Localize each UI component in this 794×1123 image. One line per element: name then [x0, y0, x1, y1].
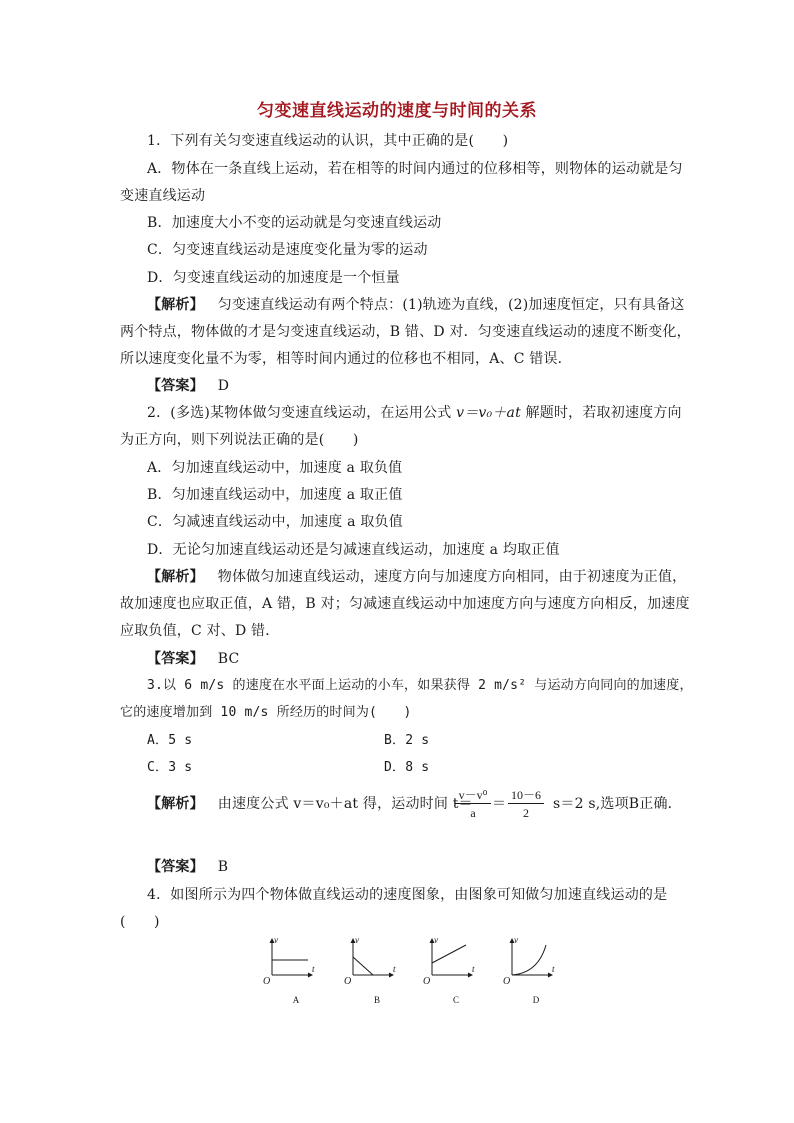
q1-option-c: C．匀变速直线运动是速度变化量为零的运动 — [147, 242, 428, 258]
q1-analysis-line2: 两个特点，物体做的才是匀变速直线运动，B 错、D 对．匀变速直线运动的速度不断变化， — [120, 324, 691, 340]
q2-analysis-text1: 物体做匀加速直线运动，速度方向与加速度方向相同，由于初速度为正值， — [217, 569, 687, 585]
graph-c-curve — [432, 945, 466, 963]
page-title: 匀变速直线运动的速度与时间的关系 — [257, 101, 537, 121]
q4-stem-line1: 4．如图所示为四个物体做直线运动的速度图象，由图象可知做匀加速直线运动的是 — [147, 887, 668, 903]
q2-answer-value: BC — [217, 651, 240, 667]
q3-stem-line1: 3.以 6 m/s 的速度在水平面上运动的小车，如果获得 2 m/s² 与运动方向同向的加速度， — [147, 678, 693, 693]
q1-analysis-line1 — [147, 295, 707, 315]
graph-b-caption: B — [373, 995, 381, 1005]
q3-analysis-text-b: s＝2 s,选项B正确． — [553, 796, 682, 812]
q2-stem-text-b: 解题时，若取初速度方向 — [520, 405, 682, 421]
q1-analysis-line3: 所以速度变化量不为零，相等时间内通过的位移也不相同，A、C 错误． — [120, 351, 572, 367]
q2-analysis-line3: 应取负值，C 对、D 错． — [120, 623, 280, 639]
q4-stem-line2: ( ) — [120, 914, 160, 930]
q2-stem-line2: 为正方向，则下列说法正确的是( ) — [120, 432, 359, 448]
q2-formula: v＝v₀＋at — [456, 405, 521, 421]
q3-analysis-text-a: 由速度公式 v＝v₀＋at 得，运动时间 t＝ — [217, 796, 473, 812]
graph-a-v-label: v — [274, 935, 278, 945]
graph-d-origin-label: O — [503, 976, 511, 987]
q3-option-b: B．2 s — [384, 733, 430, 748]
q3-answer-value: B — [217, 859, 229, 875]
q3-equals: ＝ — [492, 796, 507, 812]
graph-b-v-label: v — [355, 935, 359, 945]
graph-b-t-label: t — [393, 964, 396, 974]
q3-options-row2 — [147, 758, 707, 778]
q3-frac2-bar — [508, 803, 544, 804]
q1-stem: 1．下列有关匀变速直线运动的认识，其中正确的是( ) — [147, 133, 509, 149]
q3-frac1-numerator: v－v⁰ — [458, 788, 488, 802]
q2-analysis-line1 — [147, 567, 707, 587]
q2-option-b: B．匀加速直线运动中，加速度 a 取正值 — [147, 487, 403, 503]
graph-a-t-label: t — [312, 964, 315, 974]
q2-option-a: A．匀加速直线运动中，加速度 a 取负值 — [147, 460, 403, 476]
graph-c-caption: C — [452, 995, 460, 1005]
q3-frac1-bar — [455, 803, 491, 804]
q2-stem-text-a: 2．(多选)某物体做匀变速直线运动，在运用公式 — [147, 405, 457, 421]
q1-answer-tag: 【答案】 — [147, 378, 204, 394]
q2-option-d: D．无论匀加速直线运动还是匀减速直线运动，加速度 a 均取正值 — [147, 542, 560, 558]
q1-option-a: A．物体在一条直线上运动，若在相等的时间内通过的位移相等，则物体的运动就是匀 — [147, 161, 683, 177]
q3-frac2-denominator: 2 — [523, 806, 529, 820]
q1-option-d: D．匀变速直线运动的加速度是一个恒量 — [147, 270, 400, 286]
graph-a-origin-label: O — [263, 976, 271, 987]
q1-option-a-cont: 变速直线运动 — [120, 188, 206, 204]
q2-stem-line1 — [147, 403, 707, 423]
graph-b-curve — [353, 957, 373, 975]
q3-option-a: A．5 s — [147, 733, 193, 748]
q1-analysis-tag: 【解析】 — [147, 297, 204, 313]
q3-option-c: C．3 s — [147, 760, 193, 775]
graph-d-v-label: v — [514, 935, 518, 945]
q3-frac1-denominator: a — [470, 806, 476, 820]
q3-stem-line2: 它的速度增加到 10 m/s 所经历的时间为( ) — [120, 705, 412, 720]
graph-d-curve — [512, 945, 546, 975]
q2-option-c: C．匀减速直线运动中，加速度 a 取负值 — [147, 514, 403, 530]
q2-answer — [147, 649, 707, 669]
q2-answer-tag: 【答案】 — [147, 651, 204, 667]
q3-analysis-tag: 【解析】 — [147, 796, 204, 812]
q3-answer — [147, 857, 707, 877]
graph-c-origin-label: O — [423, 976, 431, 987]
graph-b-origin-label: O — [344, 976, 352, 987]
q3-option-d: D．8 s — [384, 760, 430, 775]
graph-c-v-label: v — [434, 935, 438, 945]
q2-analysis-line2: 故加速度也应取正值，A 错，B 对；匀减速直线运动中加速度方向与速度方向相反，加速度 — [120, 596, 690, 612]
q1-analysis-text1: 匀变速直线运动有两个特点：(1)轨迹为直线，(2)加速度恒定，只有具备这 — [217, 297, 685, 313]
graph-d-t-label: t — [552, 964, 555, 974]
q1-answer — [147, 376, 707, 396]
q1-answer-value: D — [217, 378, 230, 394]
graph-c-t-label: t — [472, 964, 475, 974]
graph-d-caption: D — [532, 995, 540, 1005]
q1-option-b: B．加速度大小不变的运动就是匀变速直线运动 — [147, 215, 442, 231]
q3-answer-tag: 【答案】 — [147, 859, 204, 875]
q3-options-row1 — [147, 731, 707, 751]
q3-frac2-numerator: 10－6 — [510, 788, 541, 802]
q2-analysis-tag: 【解析】 — [147, 569, 204, 585]
graph-a-caption: A — [292, 995, 300, 1005]
